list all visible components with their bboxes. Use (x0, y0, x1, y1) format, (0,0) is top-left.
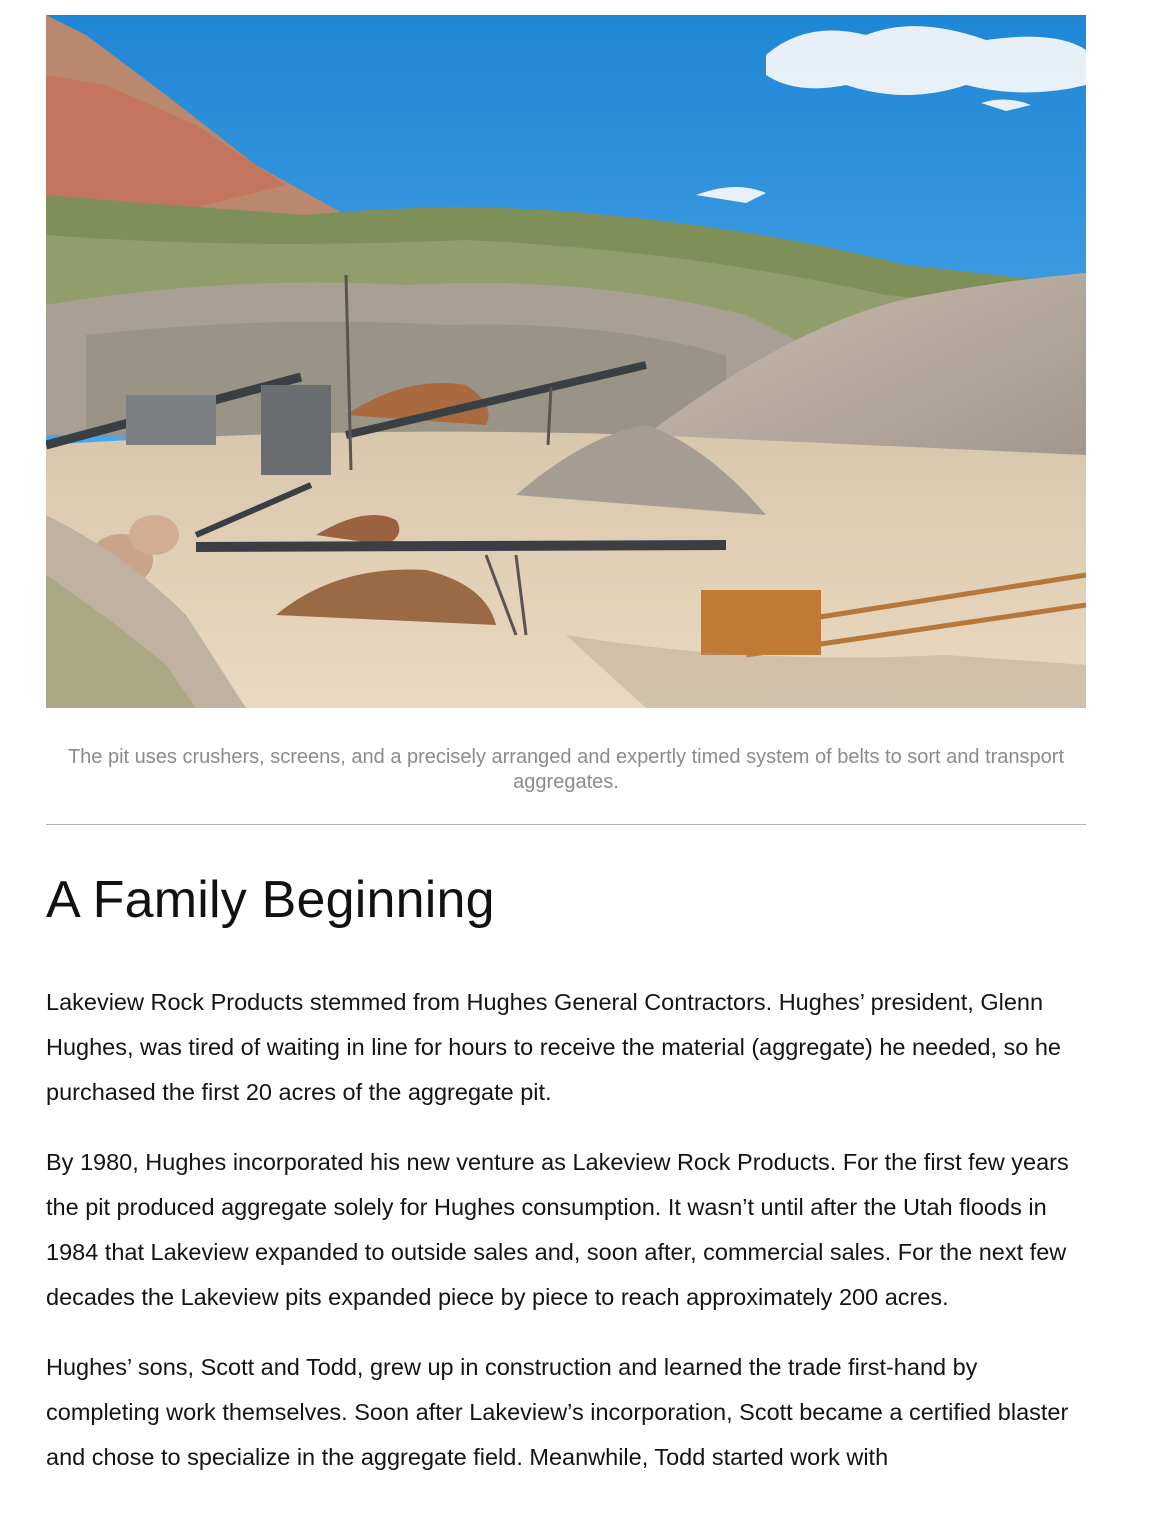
section-divider (46, 824, 1086, 825)
image-caption: The pit uses crushers, screens, and a precisely arranged and expertly timed system of belts to sort and transport aggregates. (67, 746, 1065, 793)
paragraph: By 1980, Hughes incorporated his new venture as Lakeview Rock Products. For the first few years the pit produced aggregate solely for Hughes consumption. It wasn’t until after the Utah floods in 1984 that Lakeview expanded to outside sales and, soon after, commercial sales. For the next few decades the Lakeview pits expanded piece by piece to reach approximately 200 acres. (46, 1149, 1069, 1310)
section-title: A Family Beginning (46, 871, 495, 929)
paragraph: Hughes’ sons, Scott and Todd, grew up in construction and learned the trade first-hand by completing work themselves. Soon after Lakeview’s incorporation, Scott became a certified blaster and chose to specialize in the aggregate field. Meanwhile, Todd started work with (46, 1354, 1069, 1470)
article-body (46, 980, 1096, 1505)
paragraph: Lakeview Rock Products stemmed from Hughes General Contractors. Hughes’ president, Glenn Hughes, was tired of waiting in line for hours to receive the material (aggregate) he needed, so he purchased the first 20 acres of the aggregate pit. (46, 989, 1061, 1105)
hero-image (46, 15, 1086, 708)
